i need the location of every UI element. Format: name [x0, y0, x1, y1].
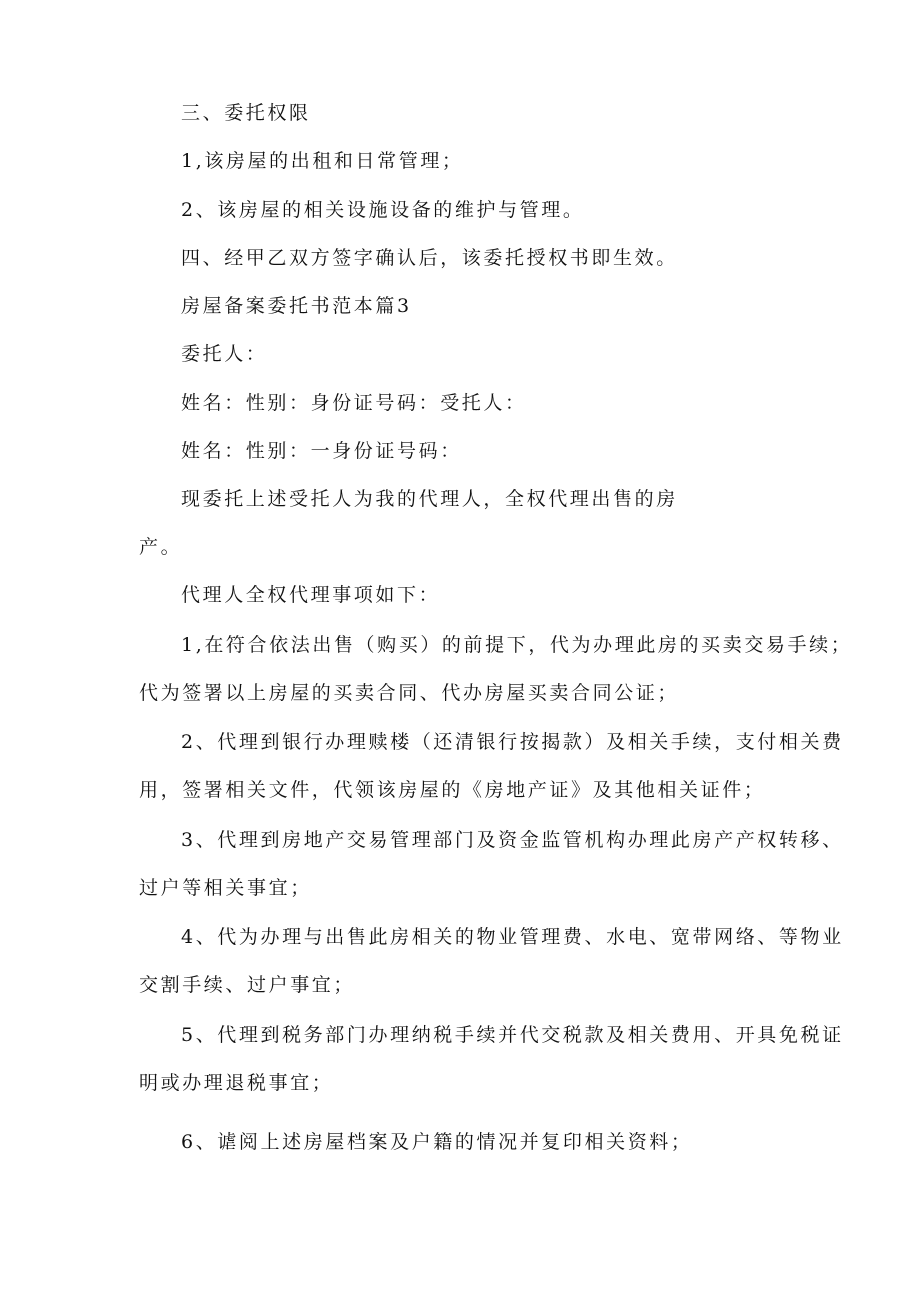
- paragraph-line: 代理人全权代理事项如下：: [181, 584, 441, 606]
- paragraph-line: 2、该房屋的相关设施设备的维护与管理。: [181, 199, 585, 221]
- document-subtitle: 房屋备案委托书范本篇3: [181, 295, 412, 317]
- paragraph-line: 姓名：性别：一身份证号码：: [181, 440, 462, 462]
- section-heading-4: 四、经甲乙双方签字确认后，该委托授权书即生效。: [181, 247, 678, 269]
- paragraph-line: 代为签署以上房屋的买卖合同、代办房屋买卖合同公证；: [139, 682, 680, 704]
- paragraph-line: 委托人：: [181, 343, 268, 365]
- paragraph-line: 4、代为办理与出售此房相关的物业管理费、水电、宽带网络、等物业: [181, 926, 844, 948]
- paragraph-line: 5、代理到税务部门办理纳税手续并代交税款及相关费用、开具免税证: [181, 1024, 844, 1046]
- section-heading-3: 三、委托权限: [181, 102, 311, 124]
- paragraph-line: 姓名：性别：身份证号码：受托人：: [181, 392, 527, 414]
- paragraph-line: 明或办理退税事宜；: [139, 1072, 334, 1094]
- paragraph-line: 3、代理到房地产交易管理部门及资金监管机构办理此房产产权转移、: [181, 829, 844, 851]
- paragraph-line: 过户等相关事宜；: [139, 877, 312, 899]
- paragraph-line: 产。: [139, 536, 183, 558]
- paragraph-line: 2、代理到银行办理赎楼（还清银行按揭款）及相关手续，支付相关费: [181, 731, 844, 753]
- paragraph-line: 交割手续、过户事宜；: [139, 974, 356, 996]
- paragraph-line: 现委托上述受托人为我的代理人，全权代理出售的房: [181, 488, 678, 510]
- paragraph-line: 用，签署相关文件，代领该房屋的《房地产证》及其他相关证件；: [139, 779, 766, 801]
- paragraph-line: 1,该房屋的出租和日常管理；: [181, 150, 464, 172]
- paragraph-line: 6、谑阅上述房屋档案及户籍的情况并复印相关资料；: [181, 1131, 693, 1153]
- paragraph-line: 1,在符合依法出售（购买）的前提下，代为办理此房的买卖交易手续；: [181, 634, 853, 656]
